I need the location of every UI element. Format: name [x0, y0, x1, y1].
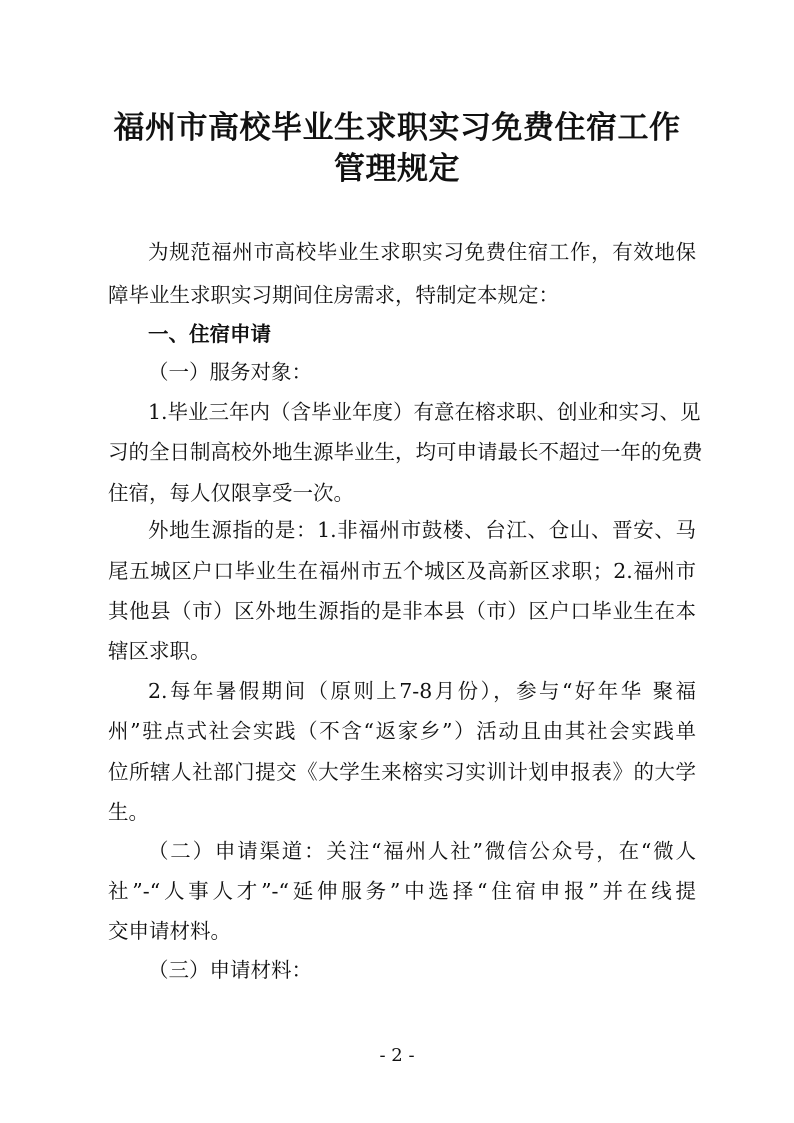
paragraph-line: 位所辖人社部门提交《大学生来榕实习实训计划申报表》的大学 — [108, 760, 696, 784]
paragraph-line: 尾五城区户口毕业生在福州市五个城区及高新区求职；2.福州市 — [108, 559, 696, 583]
subsection-heading: （三）申请材料： — [148, 958, 312, 982]
paragraph-line: 社”-“人事人才”-“延伸服务”中选择“住宿申报”并在线提 — [108, 879, 696, 903]
paragraph-line: 辖区求职。 — [108, 639, 211, 663]
paragraph-line: 其他县（市）区外地生源指的是非本县（市）区户口毕业生在本 — [108, 599, 696, 623]
paragraph-line: （二）申请渠道：关注“福州人社”微信公众号，在“微人 — [148, 839, 696, 863]
paragraph-line: 州”驻点式社会实践（不含“返家乡”）活动且由其社会实践单 — [108, 719, 696, 743]
paragraph-line: 2.每年暑假期间（原则上7-8月份），参与“好年华 聚福 — [148, 679, 696, 703]
paragraph-line: 外地生源指的是：1.非福州市鼓楼、台江、仓山、晋安、马 — [148, 518, 696, 542]
section-heading: 一、住宿申请 — [148, 322, 271, 346]
paragraph-line: 1.毕业三年内（含毕业年度）有意在榕求职、创业和实习、见 — [148, 400, 701, 424]
paragraph-line: 住宿，每人仅限享受一次。 — [108, 481, 354, 505]
document-title-line-2: 管理规定 — [334, 151, 460, 187]
document-title-line-1: 福州市高校毕业生求职实习免费住宿工作 — [113, 110, 681, 146]
paragraph-line: 生。 — [108, 800, 149, 824]
paragraph-line: 障毕业生求职实习期间住房需求，特制定本规定： — [108, 283, 559, 307]
page-number: - 2 - — [379, 1045, 415, 1066]
paragraph-line: 习的全日制高校外地生源毕业生，均可申请最长不超过一年的免费 — [108, 440, 703, 464]
paragraph-line: 交申请材料。 — [108, 919, 231, 943]
paragraph-line: 为规范福州市高校毕业生求职实习免费住宿工作，有效地保 — [148, 240, 696, 264]
subsection-heading: （一）服务对象： — [148, 360, 312, 384]
